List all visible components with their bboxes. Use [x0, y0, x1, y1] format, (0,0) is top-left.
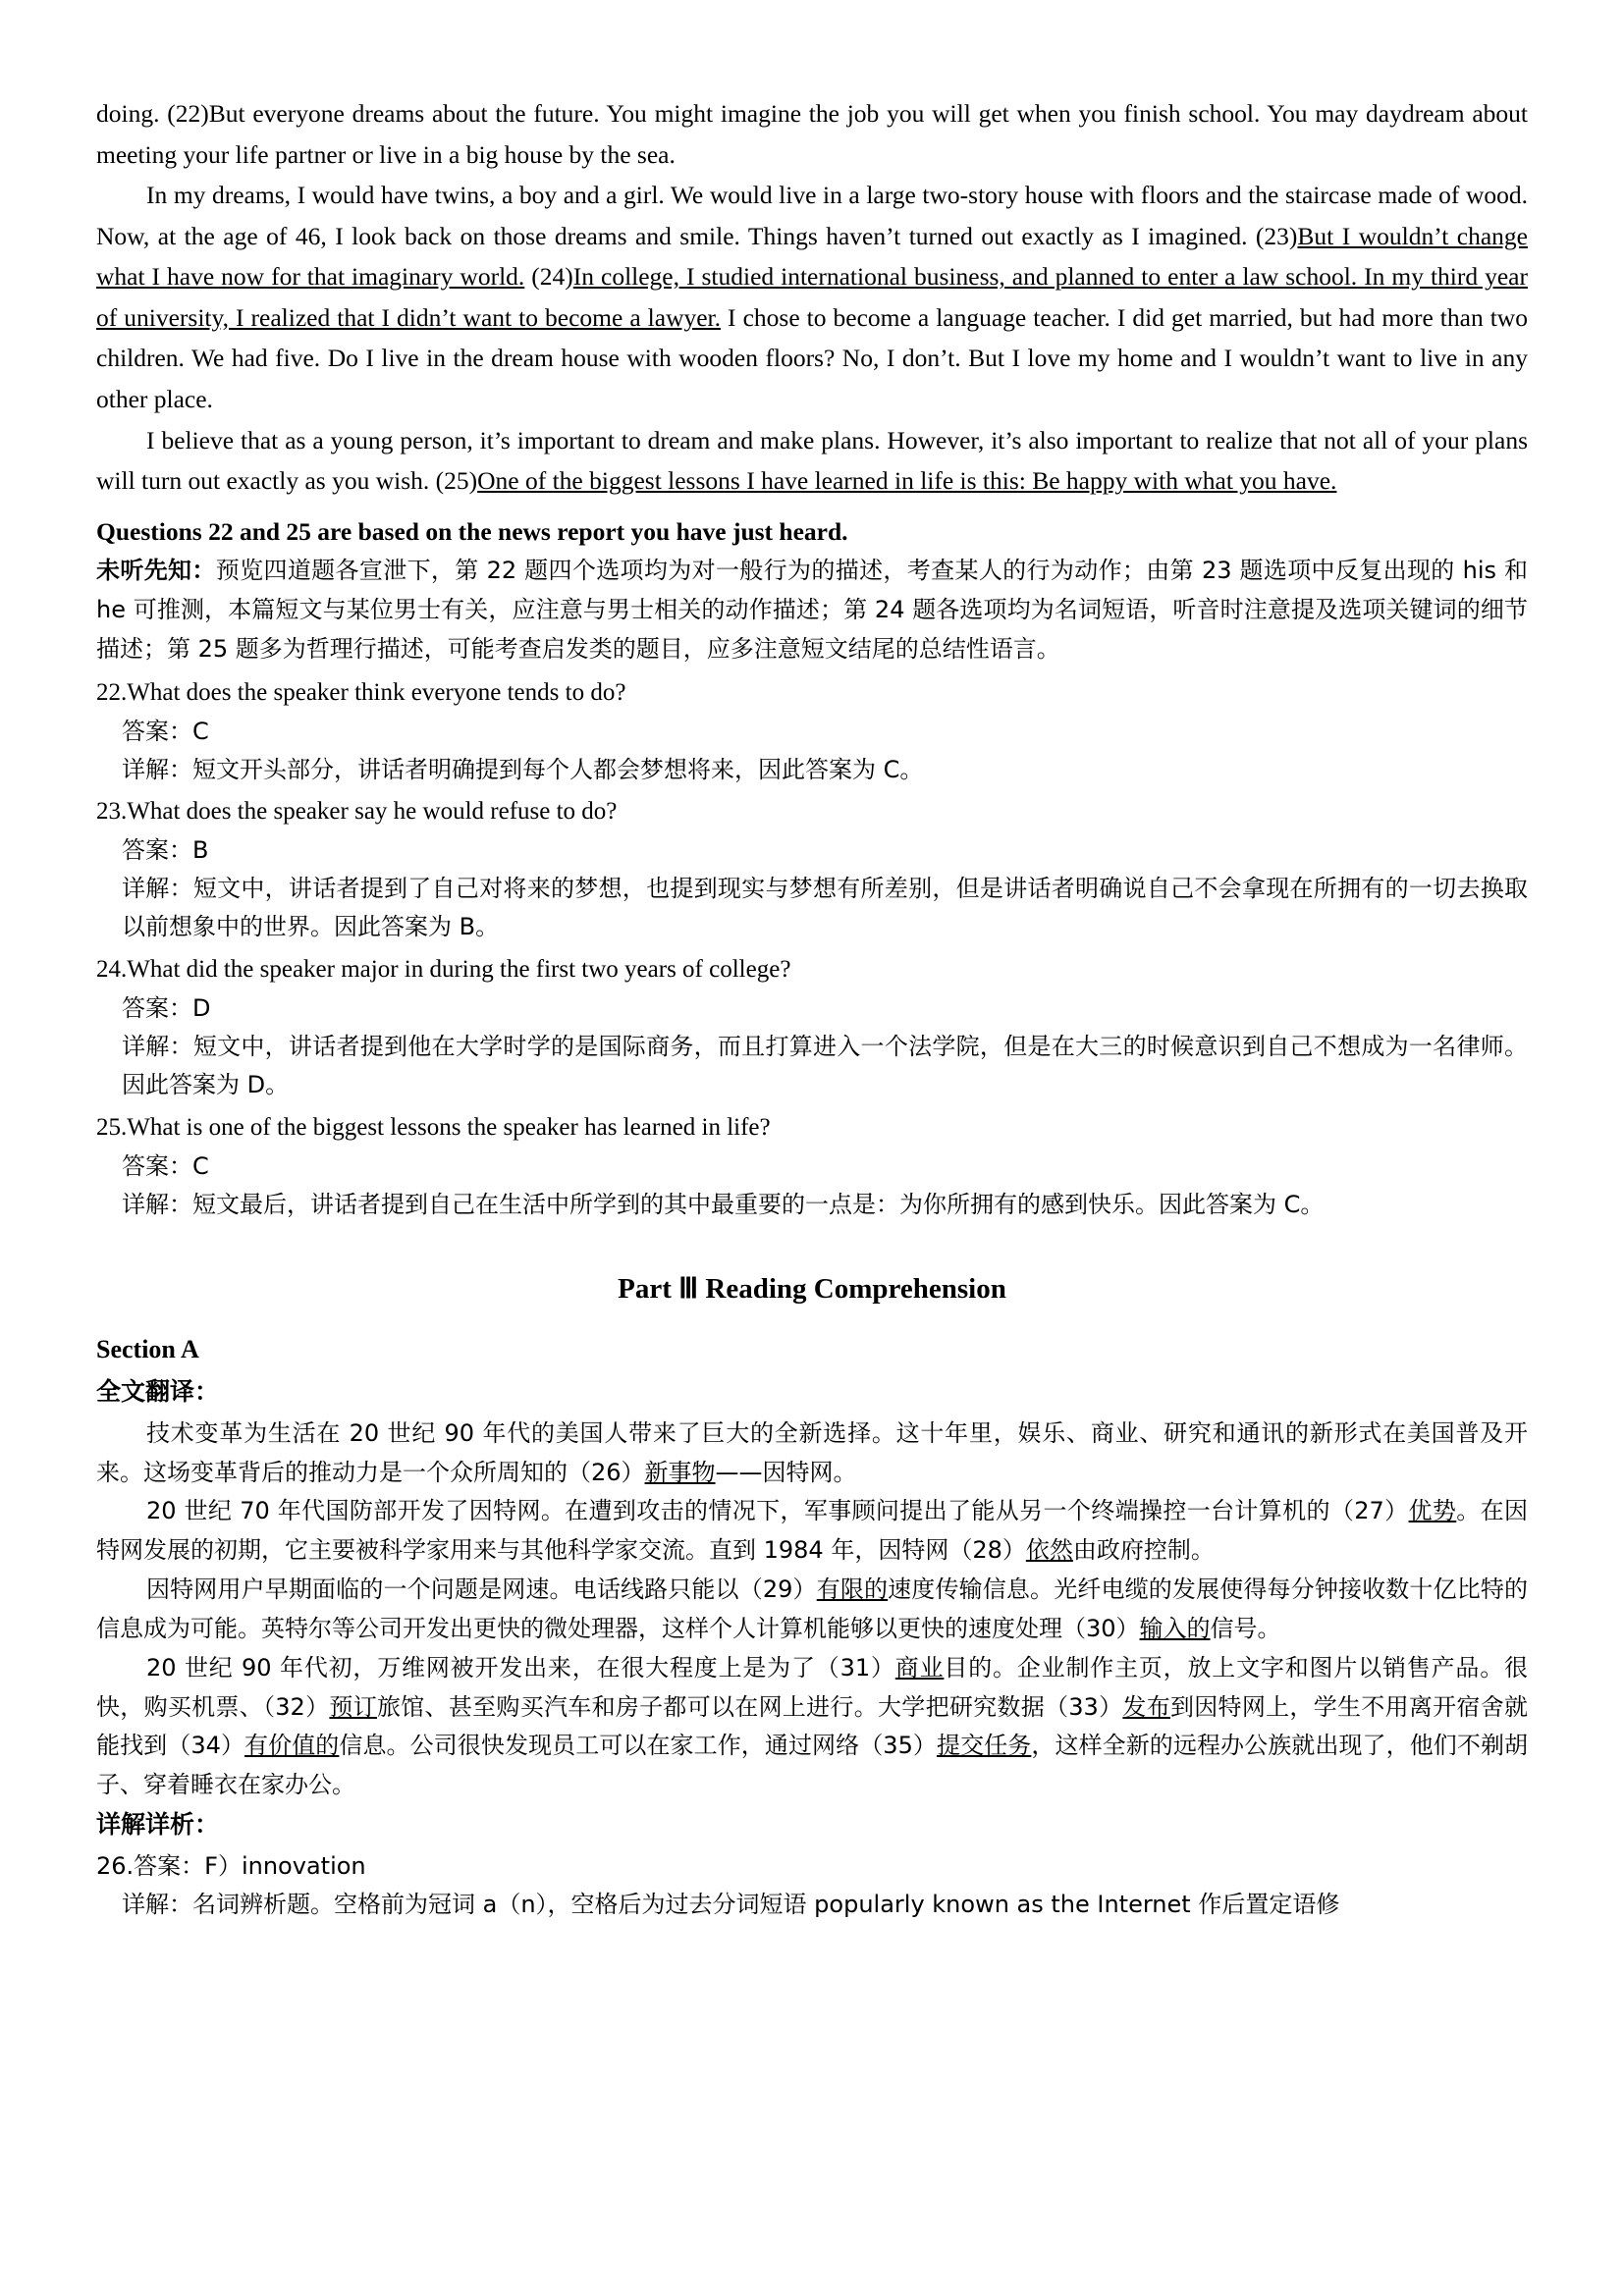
question-22: 22.What does the speaker think everyone tends to do? [96, 678, 626, 706]
questions-heading: Questions 22 and 25 are based on the news report you have just heard. [96, 516, 848, 546]
translation-p4-a: 20 世纪 90 年代初，万维网被开发出来，在很大程度上是为了（31） [146, 1653, 895, 1682]
passage-paragraph-1 [96, 93, 1528, 175]
analysis-heading: 详解详析： [96, 1810, 220, 1840]
translation-p3-underline-2: 输入的 [1139, 1614, 1211, 1642]
item-26-explanation: 详解：名词辨析题。空格前为冠词 a（n），空格后为过去分词短语 popularly known as the Internet 作后置定语修 [122, 1890, 1340, 1918]
passage-paragraph-3 [96, 420, 1528, 502]
translation-p2-a: 20 世纪 70 年代国防部开发了因特网。在遭到攻击的情况下，军事顾问提出了能从另一个终端操控一台计算机的（27） [146, 1497, 1409, 1525]
translation-p4-e: 信息。公司很快发现员工可以在家工作，通过网络（35） [339, 1732, 938, 1760]
translation-p1-b: ——因特网。 [715, 1458, 857, 1486]
explanation-25: 详解：短文最后，讲话者提到自己在生活中所学到的其中最重要的一点是：为你所拥有的感到快乐。因此答案为 C。 [122, 1190, 1325, 1218]
translation-p4-underline-3: 发布 [1122, 1692, 1170, 1721]
translation-p4-f: ，这样全新的远程办公族就出现了，他们不剃胡子、穿着睡衣在家办公。 [96, 1732, 1529, 1799]
translation-paragraph-3 [96, 1571, 1528, 1649]
passage-p2-underline-1: But I wouldn’t change what I have now for that imaginary world. [96, 221, 1529, 292]
answer-22: 答案：C [122, 717, 209, 745]
translation-p2-c: 由政府控制。 [1072, 1536, 1215, 1565]
translation-p4-underline-5: 提交任务 [937, 1732, 1032, 1760]
item-26-answer: 26.答案：F）innovation [96, 1851, 366, 1880]
passage-paragraph-2 [96, 175, 1528, 419]
answer-25: 答案：C [122, 1151, 209, 1180]
translation-p4-underline-1: 商业 [894, 1653, 945, 1682]
translation-p3-underline-1: 有限的 [816, 1575, 889, 1604]
part-3-title: Part Ⅲ Reading Comprehension [618, 1273, 1006, 1306]
translation-p3-c: 信号。 [1210, 1614, 1281, 1642]
explanation-22: 详解：短文开头部分，讲话者明确提到每个人都会梦想将来，因此答案为 C。 [122, 755, 924, 783]
preview-text: 预览四道题各宣泄下，第 22 题四个选项均为对一般行为的描述，考查某人的行为动作；由第 23 题选项中反复出现的 his 和 he 可推测，本篇短文与某位男士有关，应注意与男士相关的动作描述；第 24 题各选项均为名词短语，听音时注意提及选项关键词的细节描述；第 25 题多为哲理行描述，可能考查启发类的题目，应多注意短文结尾的总结性语言。 [96, 557, 1529, 663]
passage-p2-text-c: I chose to become a language teacher. I did get married, but had more than two children. We had five. Do I live in the dream house with wooden floors? No, I don’t. But I love my home and I wouldn’t want to live in any other place. [96, 302, 1528, 413]
translation-p4-b: 目的。企业制作主页，放上文字和图片以销售产品。很快，购买机票、（32） [96, 1653, 1529, 1721]
preview-paragraph [96, 552, 1528, 668]
translation-heading: 全文翻译： [96, 1377, 220, 1407]
translation-p4-underline-4: 有价值的 [244, 1732, 340, 1760]
translation-p4-underline-2: 预订 [329, 1692, 377, 1721]
translation-p4-d: 到因特网上，学生不用离开宿舍就能找到（34） [96, 1692, 1528, 1760]
passage-p1-text: doing. (22)But everyone dreams about the future. You might imagine the job you will get when you finish school. You may daydream about meeting your life partner or live in a big house by the sea. [96, 99, 1528, 169]
translation-paragraph-1 [96, 1415, 1528, 1493]
translation-paragraph-2 [96, 1492, 1528, 1571]
explanation-24: 详解：短文中，讲话者提到他在大学时学的是国际商务，而且打算进入一个法学院，但是在大三的时候意识到自己不想成为一名律师。因此答案为 D。 [122, 1032, 1528, 1098]
translation-p3-b: 速度传输信息。光纤电缆的发展使得每分钟接收数十亿比特的信息成为可能。英特尔等公司开发出更快的微处理器，这样个人计算机能够以更快的速度处理（30） [96, 1575, 1529, 1642]
question-23: 23.What does the speaker say he would refuse to do? [96, 798, 618, 826]
preview-label: 未听先知： [96, 557, 216, 585]
answer-23: 答案：B [122, 836, 209, 865]
translation-p1-underline: 新事物 [644, 1458, 716, 1486]
translation-p3-a: 因特网用户早期面临的一个问题是网速。电话线路只能以（29） [146, 1575, 817, 1604]
translation-p4-c: 旅馆、甚至购买汽车和房子都可以在网上进行。大学把研究数据（33） [376, 1692, 1123, 1721]
section-a-heading: Section A [96, 1334, 199, 1363]
translation-p2-underline-1: 优势 [1408, 1497, 1457, 1525]
passage-p2-underline-2: In college, I studied international business, and planned to enter a law school. In my third year of university, I realized that I didn’t want to become a lawyer. [96, 262, 1528, 332]
question-24: 24.What did the speaker major in during the first two years of college? [96, 956, 791, 984]
passage-p3-underline-1: One of the biggest lessons I have learned in life is this: Be happy with what you have. [477, 466, 1337, 496]
translation-p2-b: 。在因特网发展的初期，它主要被科学家用来与其他科学家交流。直到 1984 年，因特网（28） [96, 1497, 1528, 1565]
question-25: 25.What is one of the biggest lessons the speaker has learned in life? [96, 1113, 771, 1141]
translation-p2-underline-2: 依然 [1025, 1536, 1073, 1565]
passage-p2-text-b: (24) [524, 262, 573, 292]
passage-p2-text-a: In my dreams, I would have twins, a boy and a girl. We would live in a large two-story house with floors and the staircase made of wood. Now, at the age of 46, I look back on those dreams and smile. Things haven’t turned out exactly as I imagined. (23) [96, 181, 1528, 250]
answer-24: 答案：D [122, 994, 211, 1023]
explanation-23: 详解：短文中，讲话者提到了自己对将来的梦想，也提到现实与梦想有所差别，但是讲话者明确说自己不会拿现在所拥有的一切去换取以前想象中的世界。因此答案为 B。 [122, 875, 1528, 941]
translation-paragraph-4 [96, 1649, 1528, 1805]
translation-p1-a: 技术变革为生活在 20 世纪 90 年代的美国人带来了巨大的全新选择。这十年里，娱乐、商业、研究和通讯的新形式在美国普及开来。这场变革背后的推动力是一个众所周知的（26） [96, 1418, 1528, 1486]
passage-p3-text-a: I believe that as a young person, it’s important to dream and make plans. However, it’s also important to realize that not all of your plans will turn out exactly as you wish. (25) [96, 425, 1528, 496]
